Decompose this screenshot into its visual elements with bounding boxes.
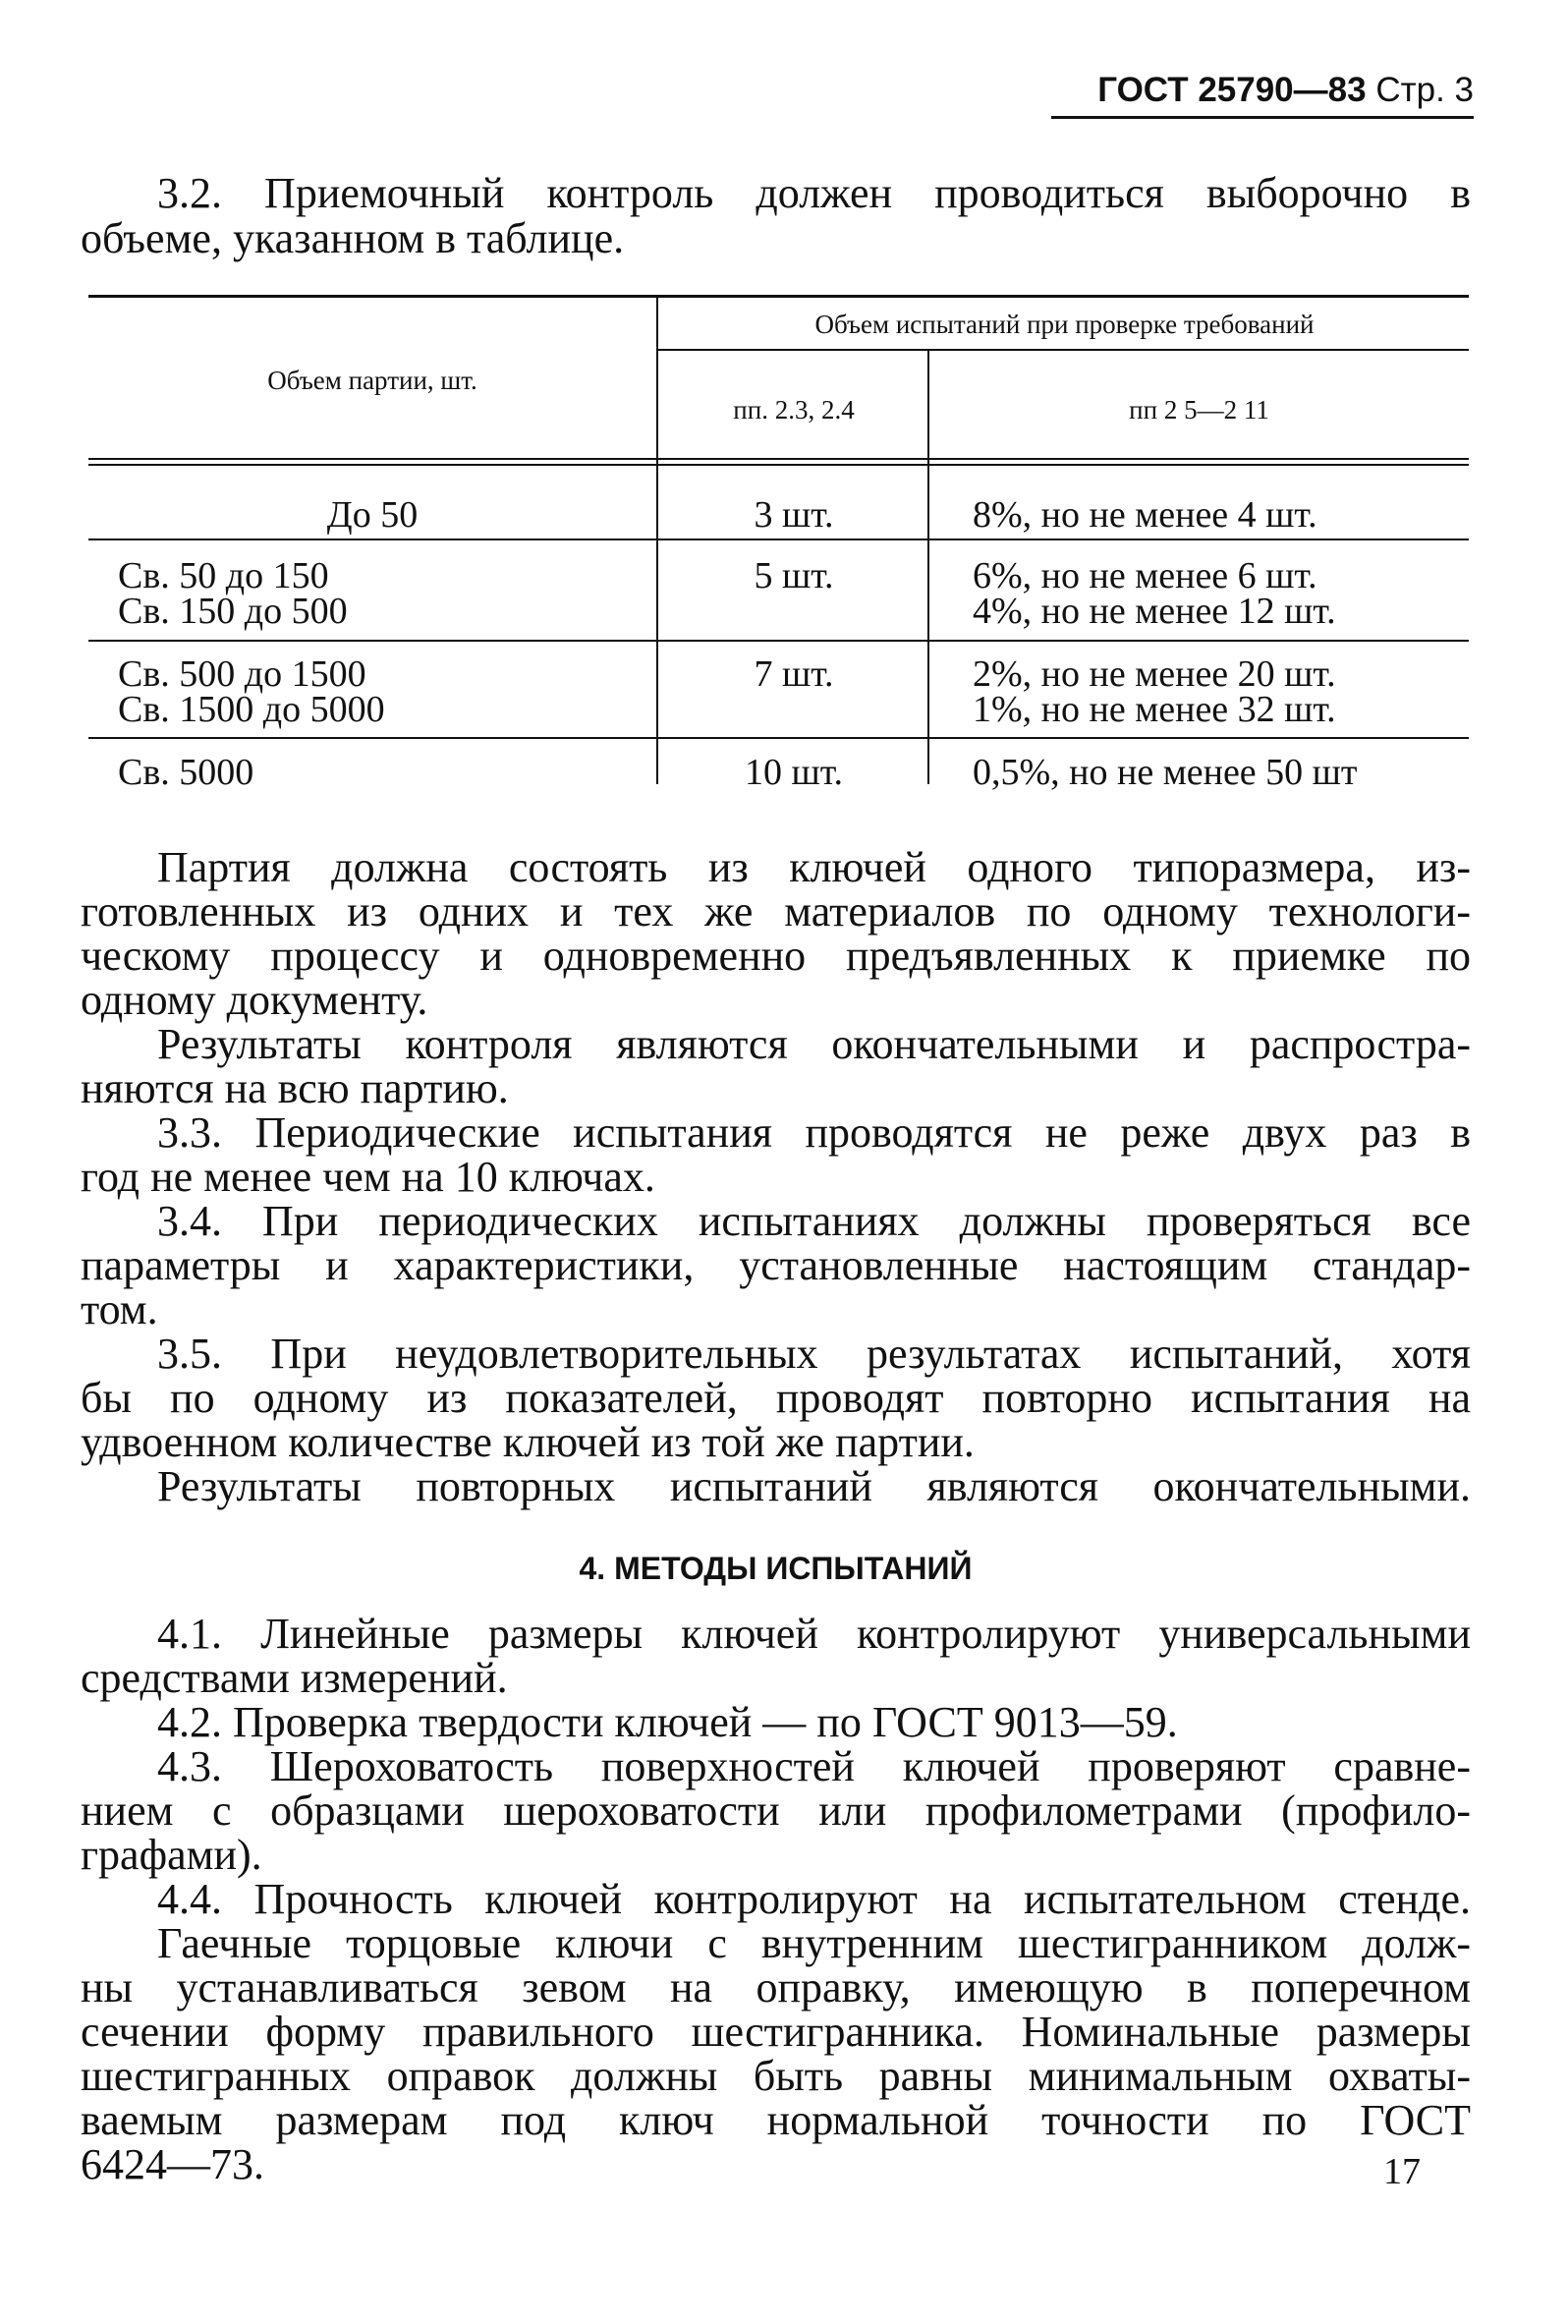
table-cell-percent: 6%, но не менее 6 шт. [973,555,1317,596]
header-page: Стр. 3 [1375,71,1474,109]
table-header-rule-2 [88,464,1469,466]
para-3-5-line-1: 3.5. При неудовлетворительных результатах испытаний, хотя [157,1330,1471,1378]
para-wrench-line-4: шестигранных оправок должны быть равны минимальным охваты- [81,2052,1471,2100]
table-cell-items: 7 шт. [754,653,834,695]
table-cell-percent: 8%, но не менее 4 шт. [973,494,1317,536]
para-results-line-2: няются на всю партию. [81,1064,509,1112]
table-cell-lot: До 50 [326,494,419,536]
table-cell-items: 3 шт. [754,494,834,536]
para-3-2-line-2: объеме, указанном в таблице. [81,214,625,262]
para-wrench-line-3: сечении форму правильного шестигранника. Номинальные размеры [81,2008,1471,2056]
para-repeat: Результаты повторных испытаний являются окончательными. [157,1462,1471,1510]
table-header-group: Объем испытаний при проверке требований [814,310,1315,339]
table-cell-lot: Св. 500 до 1500 [118,653,366,695]
para-wrench-line-5: ваемым размерам под ключ нормальной точности по ГОСТ [81,2096,1471,2144]
table-header-lot: Объем партии, шт. [267,366,477,395]
para-party-line-3: ческому процессу и одновременно предъявленных к приемке по [81,932,1471,980]
table-cell-lot: Св. 150 до 500 [118,591,348,632]
table-cell-lot: Св. 50 до 150 [118,555,329,596]
table-row-rule-1 [88,538,1469,540]
para-wrench-line-1: Гаечные торцовые ключи с внутренним шестигранником долж- [157,1919,1471,1967]
para-4-2: 4.2. Проверка твердости ключей — по ГОСТ 9013—59. [157,1698,1178,1746]
para-3-4-line-2: параметры и характеристики, установленные настоящим стандар- [81,1241,1471,1289]
table-row-rule-2 [88,640,1469,642]
para-4-4: 4.4. Прочность ключей контролируют на испытательном стенде. [157,1875,1471,1923]
table-top-rule [88,295,1469,298]
para-4-1-line-2: средствами измерений. [81,1654,508,1702]
para-party-line-4: одному документу. [81,976,428,1024]
table-cell-lot: Св. 1500 до 5000 [118,689,385,730]
running-header [1051,71,1474,110]
table-cell-percent: 4%, но не менее 12 шт. [973,591,1336,632]
header-rule [1051,116,1474,119]
table-header-rule-1 [88,458,1469,460]
para-4-3-line-2: нием с образцами шероховатости или профилометрами (профило- [81,1786,1471,1835]
para-3-2-line-1: 3.2. Приемочный контроль должен проводиться выборочно в [157,169,1471,217]
para-3-5-line-3: удвоенном количестве ключей из той же партии. [81,1418,975,1466]
page-number: 17 [1383,2151,1421,2192]
para-party-line-1: Партия должна состоять из ключей одного типоразмера, из- [157,843,1471,891]
para-party-line-2: готовленных из одних и тех же материалов по одному технологи- [81,887,1471,935]
section-4-title: 4. МЕТОДЫ ИСПЫТАНИЙ [579,1551,973,1586]
table-cell-percent: 2%, но не менее 20 шт. [973,653,1336,695]
table-header-items: пп. 2.3, 2.4 [733,395,855,425]
table-row-rule-3 [88,737,1469,739]
para-wrench-line-2: ны устанавливаться зевом на оправку, имеющую в поперечном [81,1963,1471,2012]
header-standard: ГОСТ 25790—83 [1097,71,1367,109]
para-wrench-line-6: 6424—73. [81,2140,264,2188]
para-4-3-line-1: 4.3. Шероховатость поверхностей ключей проверяют сравне- [157,1742,1471,1790]
para-3-5-line-2: бы по одному из показателей, проводят повторно испытания на [81,1374,1471,1422]
para-4-3-line-3: графами). [81,1831,262,1879]
para-results-line-1: Результаты контроля являются окончательными и распростра- [157,1020,1471,1068]
table-cell-percent: 0,5%, но не менее 50 шт [973,752,1358,793]
para-4-1-line-1: 4.1. Линейные размеры ключей контролируют универсальными [157,1610,1471,1658]
para-3-3-line-1: 3.3. Периодические испытания проводятся не реже двух раз в [157,1108,1471,1157]
table-header-percent: пп 2 5—2 11 [1129,395,1269,425]
table-cell-percent: 1%, но не менее 32 шт. [973,689,1336,730]
table-cell-lot: Св. 5000 [118,752,254,793]
para-3-4-line-1: 3.4. При периодических испытаниях должны проверяться все [157,1197,1471,1245]
table-cell-items: 10 шт. [744,752,843,793]
table-cell-items: 5 шт. [754,555,834,596]
para-3-3-line-2: год не менее чем на 10 ключах. [81,1153,655,1201]
table-group-rule [658,349,1469,351]
para-3-4-line-3: том. [81,1285,158,1333]
